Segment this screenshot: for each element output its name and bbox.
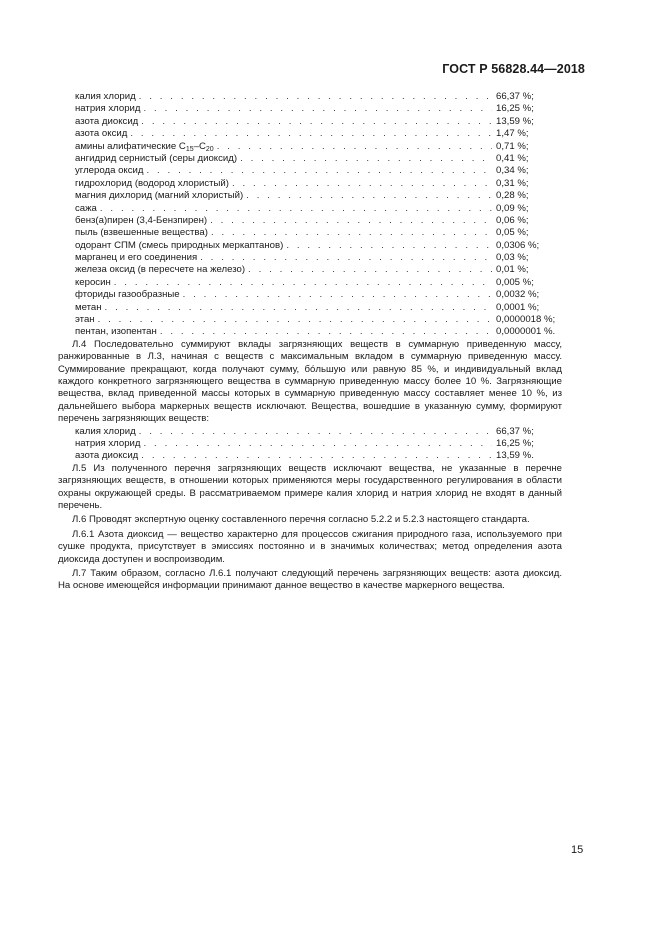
list-item: [75, 141, 562, 153]
substance-name: азота оксид: [75, 128, 128, 140]
substance-share: 13,59 %;: [496, 115, 534, 127]
substance-name: керосин: [75, 276, 111, 288]
substance-share: 0,06 %;: [496, 214, 529, 226]
list-item: [75, 116, 562, 128]
substance-name: фториды газообразные: [75, 289, 180, 301]
substance-name: метан: [75, 301, 102, 313]
substance-name: одорант СПМ (смесь природных меркаптанов): [75, 239, 284, 251]
substance-list-selected: [75, 426, 562, 463]
substance-name: марганец и его соединения: [75, 252, 198, 264]
substance-name: калия хлорид: [75, 425, 136, 437]
dot-leader: [210, 215, 492, 227]
dot-leader: [248, 264, 492, 276]
dot-leader: [240, 153, 492, 165]
dot-leader: [232, 178, 492, 190]
substance-name: углерода оксид: [75, 165, 144, 177]
paragraph-l5: Л.5 Из полученного перечня загрязняющих веществ исключают вещества, не указанные в перечне загрязняющих веществ, в отношении которых применяются меры государственного регулирования в области охраны окружающей среды. В рассматриваемом примере калия хлорид и натрия хлорид не входят в данный перечень.: [58, 462, 562, 512]
dot-leader: [114, 277, 492, 289]
list-item: [75, 302, 562, 314]
dot-leader: [105, 302, 492, 314]
list-item: [75, 252, 562, 264]
dot-leader: [139, 91, 492, 103]
list-item: [75, 153, 562, 165]
dot-leader: [144, 438, 492, 450]
dot-leader: [98, 314, 492, 326]
substance-share: 16,25 %;: [496, 103, 534, 115]
list-item: [75, 240, 562, 252]
substance-share: 0,34 %;: [496, 165, 529, 177]
substance-name: пыль (взвешенные вещества): [75, 227, 208, 239]
substance-name: азота диоксид: [75, 450, 139, 462]
substance-share: 1,47 %;: [496, 128, 529, 140]
substance-name: этан: [75, 314, 95, 326]
substance-share: 0,0306 %;: [496, 239, 540, 251]
substance-name: ангидрид сернистый (серы диоксид): [75, 152, 238, 164]
substance-share: 0,005 %;: [496, 276, 534, 288]
dot-leader: [217, 141, 492, 153]
substance-name: магния дихлорид (магний хлористый): [75, 190, 244, 202]
substance-list-full: [75, 91, 562, 339]
list-item: [75, 178, 562, 190]
dot-leader: [286, 240, 492, 252]
list-item: [75, 103, 562, 115]
substance-name: пентан, изопентан: [75, 326, 157, 338]
list-item: [75, 203, 562, 215]
list-item: [75, 190, 562, 202]
substance-share: 0,31 %;: [496, 177, 529, 189]
list-item: [75, 450, 562, 462]
dot-leader: [141, 450, 492, 462]
substance-share: 13,59 %.: [496, 450, 534, 462]
substance-name: железа оксид (в пересчете на железо): [75, 264, 246, 276]
list-item: [75, 215, 562, 227]
list-item: [75, 314, 562, 326]
list-item: [75, 438, 562, 450]
dot-leader: [246, 190, 492, 202]
dot-leader: [160, 326, 492, 338]
dot-leader: [141, 116, 492, 128]
document-header: ГОСТ Р 56828.44—2018: [442, 62, 585, 76]
dot-leader: [130, 128, 492, 140]
substance-share: 16,25 %;: [496, 438, 534, 450]
substance-share: 0,0000018 %;: [496, 314, 556, 326]
substance-share: 0,0001 %;: [496, 301, 540, 313]
list-item: [75, 91, 562, 103]
paragraph-l6-1: Л.6.1 Азота диоксид — вещество характерно для процессов сжигания природного газа, используемого при сушке продукта, присутствует в эмиссиях постоянно и в значимых количествах; метод определения азота диоксида доступен и воспроизводим.: [58, 528, 562, 565]
substance-share: 66,37 %;: [496, 425, 534, 437]
substance-share: 0,05 %;: [496, 227, 529, 239]
substance-share: 0,41 %;: [496, 152, 529, 164]
substance-name: амины алифатические $C_{15}-C_{20}$: [75, 140, 214, 153]
list-item: [75, 277, 562, 289]
substance-share: 0,09 %;: [496, 202, 529, 214]
substance-share: 0,03 %;: [496, 252, 529, 264]
substance-share: 0,0000001 %.: [496, 326, 556, 338]
dot-leader: [139, 426, 492, 438]
dot-leader: [144, 103, 492, 115]
substance-name: гидрохлорид (водород хлористый): [75, 177, 229, 189]
substance-name: натрия хлорид: [75, 438, 141, 450]
dot-leader: [100, 203, 492, 215]
page-content: [58, 91, 562, 593]
substance-share: 0,28 %;: [496, 190, 529, 202]
paragraph-l4: Л.4 Последовательно суммируют вклады загрязняющих веществ в суммарную приведенную массу, ранжированные в Л.3, начиная с веществ с максимальным вкладом в суммарную приведенную массу. Суммирование прекращают, когда получают сумму, бо́льшую или равную 85 %, и индивидуальный вклад каждого конкретного загрязняющего вещества в суммарную приведенную массу более 10 %. Загрязняющие вещества, вклад приведенной массы которых в суммарную приведенную массу составляет менее 10 %, из дальнейшего выбора маркерных веществ исключают. Вещества, вошедшие в указанную сумму, формируют перечень загрязняющих веществ:: [58, 338, 562, 425]
substance-name: азота диоксид: [75, 115, 139, 127]
substance-share: 0,01 %;: [496, 264, 529, 276]
list-item: [75, 165, 562, 177]
paragraph-l6: Л.6 Проводят экспертную оценку составленного перечня согласно 5.2.2 и 5.2.3 настоящего стандарта.: [72, 514, 530, 526]
substance-name: бенз(а)пирен (3,4-Бензпирен): [75, 214, 208, 226]
list-item: [75, 227, 562, 239]
dot-leader: [200, 252, 492, 264]
dot-leader: [146, 165, 492, 177]
substance-share: 66,37 %;: [496, 91, 534, 102]
substance-share: 0,0032 %;: [496, 289, 540, 301]
substance-name: сажа: [75, 202, 97, 214]
list-item: [75, 289, 562, 301]
substance-name: натрия хлорид: [75, 103, 141, 115]
dot-leader: [211, 227, 492, 239]
substance-share: 0,71 %;: [496, 140, 529, 152]
list-item: [75, 426, 562, 438]
paragraph-l7: Л.7 Таким образом, согласно Л.6.1 получают следующий перечень загрязняющих веществ: азота диоксид. На основе имеющейся информации принимают данное вещество в качестве маркерного вещества.: [58, 568, 562, 592]
list-item: [75, 128, 562, 140]
list-item: [75, 326, 562, 338]
dot-leader: [183, 289, 492, 301]
substance-name: калия хлорид: [75, 91, 136, 102]
list-item: [75, 264, 562, 276]
page-number: 15: [571, 844, 584, 856]
